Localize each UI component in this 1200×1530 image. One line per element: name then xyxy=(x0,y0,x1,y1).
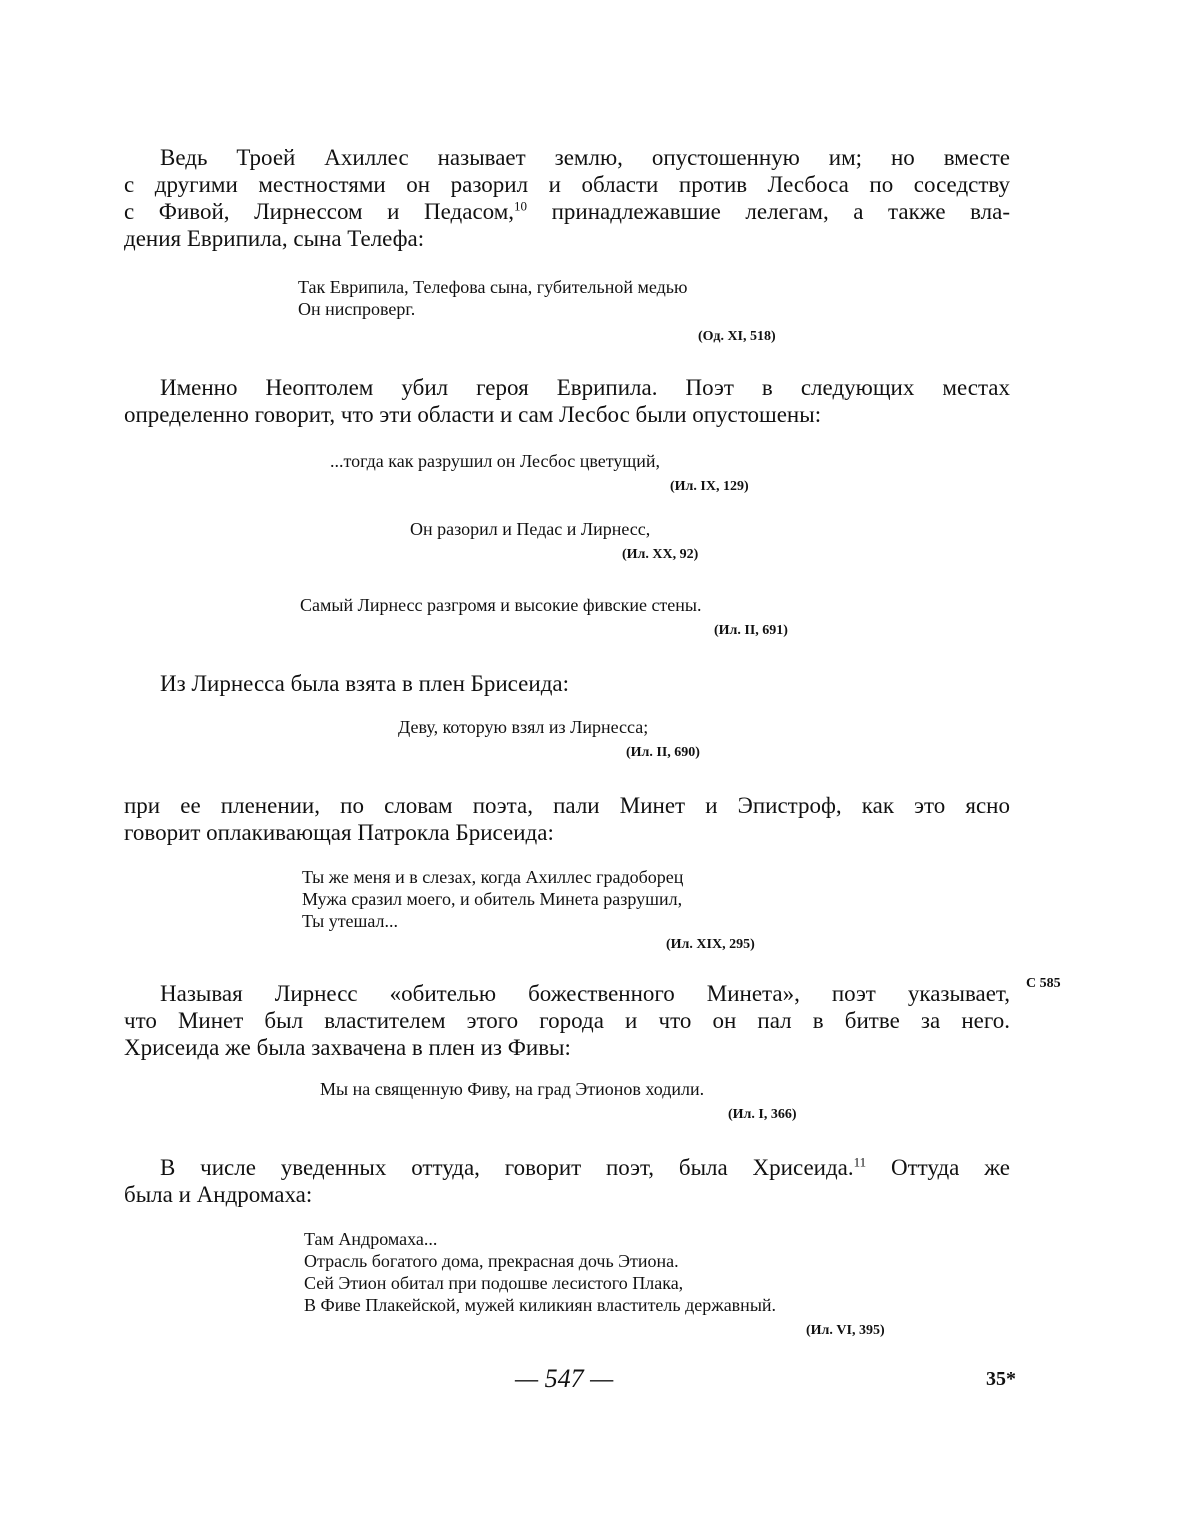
verse-line: В Фиве Плакейской, мужей киликиян властитель державный. xyxy=(304,1294,776,1316)
quote-7 xyxy=(320,1078,704,1100)
quote-2 xyxy=(330,450,660,472)
quote-3 xyxy=(410,518,650,540)
citation: (Од. XI, 518) xyxy=(698,328,776,346)
verse-line: Мужа сразил моего, и обитель Минета разрушил, xyxy=(302,888,683,910)
text-line: говорит оплакивающая Патрокла Брисеида: xyxy=(124,819,1010,846)
citation: (Ил. I, 366) xyxy=(728,1106,797,1124)
text-line: Хрисеида же была захвачена в плен из Фивы: xyxy=(124,1034,1010,1061)
book-page xyxy=(0,0,1200,1530)
verse-line: ...тогда как разрушил он Лесбос цветущий, xyxy=(330,450,660,472)
text-fragment: с Фивой, Лирнессом и Педасом, xyxy=(124,199,514,224)
verse-line: Самый Лирнесс разгромя и высокие фивские стены. xyxy=(300,594,702,616)
text-line: Называя Лирнесс «обителью божественного Минета», поэт указывает, xyxy=(124,980,1010,1007)
margin-reference: С 585 xyxy=(1026,976,1061,992)
citation: (Ил. XIX, 295) xyxy=(666,936,755,954)
text-line: Ведь Троей Ахиллес называет землю, опустошенную им; но вместе xyxy=(124,144,1010,171)
citation: (Ил. II, 691) xyxy=(714,622,788,640)
text-line: определенно говорит, что эти области и сам Лесбос были опустошены: xyxy=(124,401,1010,428)
verse-line: Мы на священную Фиву, на град Этионов ходили. xyxy=(320,1078,704,1100)
quote-4 xyxy=(300,594,702,616)
text-fragment: Оттуда же xyxy=(891,1155,1010,1180)
text-line: была и Андромаха: xyxy=(124,1181,1010,1208)
paragraph-5 xyxy=(124,980,1010,1061)
text-line: с другими местностями он разорил и области против Лесбоса по соседству xyxy=(124,171,1010,198)
paragraph-2 xyxy=(124,374,1010,428)
quote-5 xyxy=(398,716,648,738)
text-line xyxy=(124,198,1010,225)
footnote-marker: 11 xyxy=(854,1154,867,1169)
verse-line: Сей Этион обитал при подошве лесистого Плака, xyxy=(304,1272,776,1294)
page-number: — 547 — xyxy=(515,1364,613,1394)
citation: (Ил. II, 690) xyxy=(626,744,700,762)
signature-mark: 35* xyxy=(986,1368,1016,1391)
text-fragment: принадлежавшие лелегам, а также вла- xyxy=(552,199,1010,224)
text-line: при ее пленении, по словам поэта, пали Минет и Эпистроф, как это ясно xyxy=(124,792,1010,819)
text-line: Именно Неоптолем убил героя Еврипила. Поэт в следующих местах xyxy=(124,374,1010,401)
quote-6 xyxy=(302,866,683,932)
verse-line: Он разорил и Педас и Лирнесс, xyxy=(410,518,650,540)
verse-line: Отрасль богатого дома, прекрасная дочь Этиона. xyxy=(304,1250,776,1272)
text-line: Из Лирнесса была взята в плен Брисеида: xyxy=(124,670,1010,697)
quote-1 xyxy=(298,276,687,320)
verse-line: Ты утешал... xyxy=(302,910,683,932)
verse-line: Там Андромаха... xyxy=(304,1228,776,1250)
text-line xyxy=(124,1154,1010,1181)
text-line: дения Еврипила, сына Телефа: xyxy=(124,225,1010,252)
verse-line: Он ниспроверг. xyxy=(298,298,687,320)
quote-8 xyxy=(304,1228,776,1316)
citation: (Ил. IX, 129) xyxy=(670,478,749,496)
verse-line: Ты же меня и в слезах, когда Ахиллес градоборец xyxy=(302,866,683,888)
paragraph-3 xyxy=(124,670,1010,697)
paragraph-1 xyxy=(124,144,1010,252)
citation: (Ил. XX, 92) xyxy=(622,546,698,564)
citation: (Ил. VI, 395) xyxy=(806,1322,885,1340)
text-line: что Минет был властителем этого города и что он пал в битве за него. xyxy=(124,1007,1010,1034)
paragraph-6 xyxy=(124,1154,1010,1208)
text-fragment: В числе уведенных оттуда, говорит поэт, была Хрисеида. xyxy=(160,1155,854,1180)
paragraph-4 xyxy=(124,792,1010,846)
footnote-marker: 10 xyxy=(514,198,527,213)
verse-line: Деву, которую взял из Лирнесса; xyxy=(398,716,648,738)
verse-line: Так Еврипила, Телефова сына, губительной медью xyxy=(298,276,687,298)
